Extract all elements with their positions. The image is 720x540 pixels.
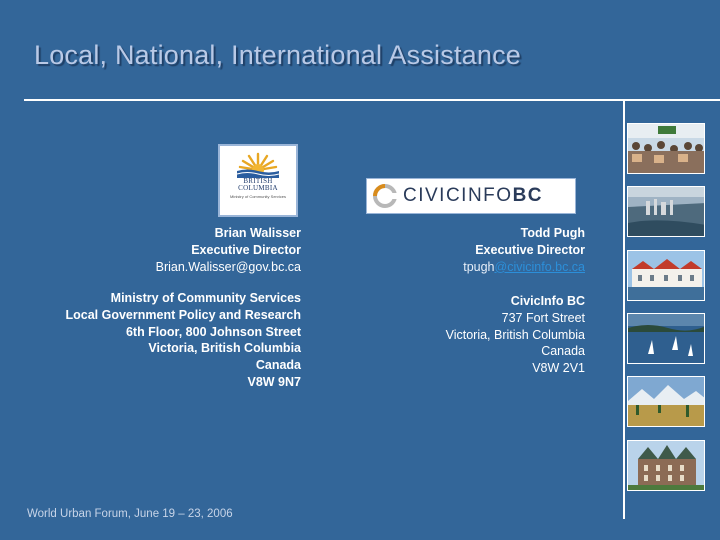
right-address-line: 737 Fort Street <box>501 310 585 325</box>
right-address-line: CivicInfo BC <box>510 294 585 308</box>
photo-crowd <box>627 123 705 174</box>
civicinfo-logo-text-b: BC <box>512 185 544 206</box>
photo-historic-hotel <box>627 440 705 491</box>
right-address-line: Canada <box>541 344 585 359</box>
bc-government-logo <box>218 144 298 217</box>
civicinfo-bc-logo <box>366 178 576 214</box>
left-contact-address <box>66 290 302 391</box>
bc-logo-subtitle: Ministry of Community Services <box>229 194 286 199</box>
right-contact-name: Todd Pugh <box>520 226 585 240</box>
civicinfo-logo-text <box>403 185 543 207</box>
slide-title: Local, National, International Assistance <box>34 40 521 70</box>
left-address-line: V8W 9N7 <box>247 374 301 389</box>
right-email-user: tpugh <box>463 259 495 274</box>
left-address-line: 6th Floor, 800 Johnson Street <box>125 324 301 339</box>
photo-sailboats <box>627 313 705 364</box>
left-contact-name: Brian Walisser <box>214 226 301 240</box>
civicinfo-logo-text-a: CIVICINFO <box>403 185 513 206</box>
right-contact-role: Executive Director <box>475 242 585 257</box>
left-address-line: Victoria, British Columbia <box>148 341 301 356</box>
right-email-domain-link[interactable]: @civicinfo.bc.ca <box>494 259 585 274</box>
right-address-line: Victoria, British Columbia <box>445 327 585 342</box>
left-contact-header <box>156 225 301 275</box>
civicinfo-emblem-icon <box>373 184 397 208</box>
right-contact-address <box>446 293 585 377</box>
sunset-emblem-icon <box>235 152 281 178</box>
right-contact-email[interactable] <box>463 259 585 276</box>
right-address-line: V8W 2V1 <box>532 361 585 376</box>
left-address-line: Canada <box>255 358 301 373</box>
slide-footer: World Urban Forum, June 19 – 23, 2006 <box>27 508 233 520</box>
left-address-line: Local Government Policy and Research <box>65 307 301 322</box>
photo-waterfront-building <box>627 250 705 301</box>
photo-column-divider <box>623 99 625 519</box>
left-contact-role: Executive Director <box>191 242 301 257</box>
right-contact-header <box>463 225 585 275</box>
photo-mountain-meadow <box>627 376 705 427</box>
bc-logo-line1: BRITISH <box>243 177 273 185</box>
photo-city-aerial <box>627 186 705 237</box>
title-divider <box>24 99 720 101</box>
bc-logo-line2: COLUMBIA <box>238 184 278 192</box>
left-contact-email[interactable]: Brian.Walisser@gov.bc.ca <box>155 259 301 274</box>
left-address-line: Ministry of Community Services <box>110 291 301 305</box>
